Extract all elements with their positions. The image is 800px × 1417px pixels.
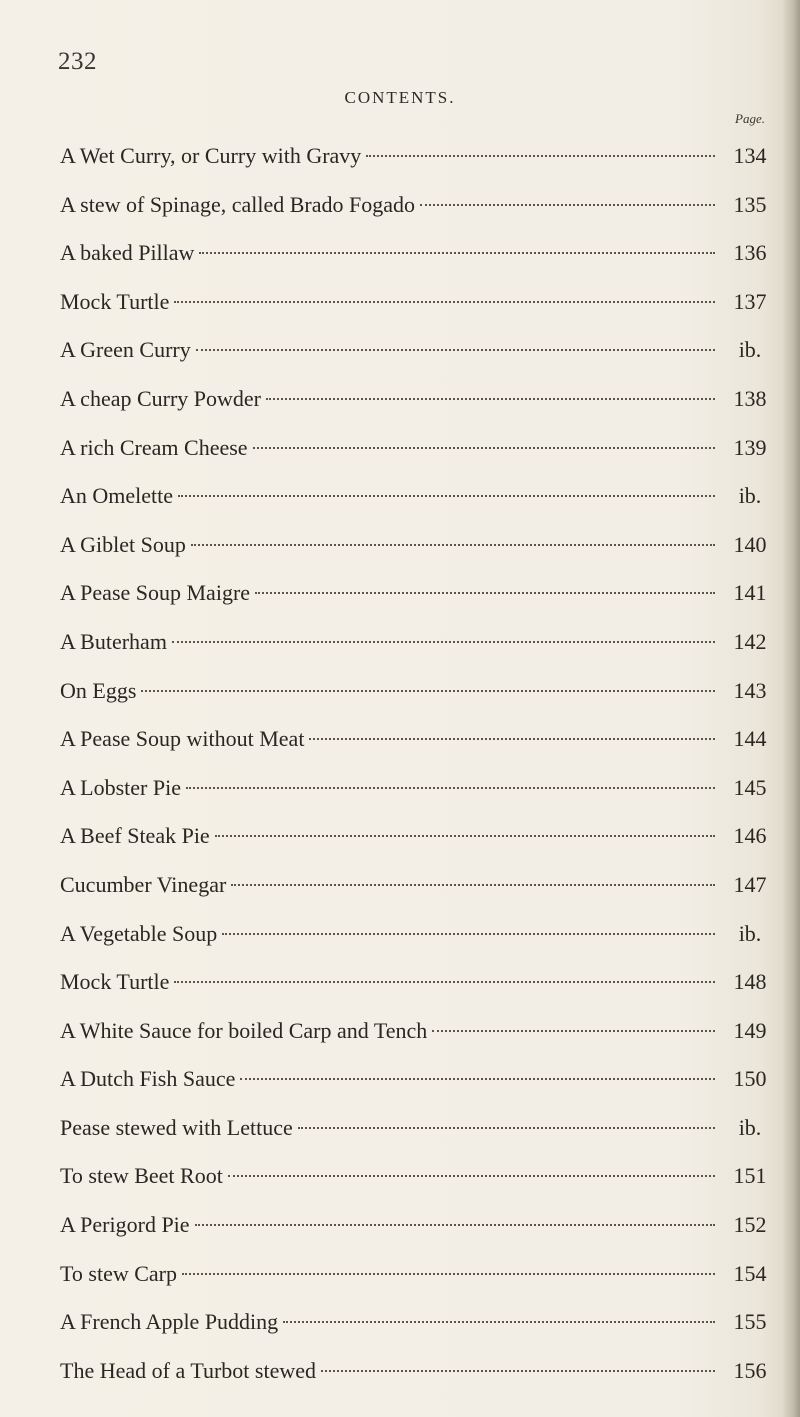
toc-entry-title: A Pease Soup Maigre bbox=[60, 580, 251, 606]
toc-entry-title: A Lobster Pie bbox=[60, 774, 181, 800]
toc-entry bbox=[60, 1104, 780, 1153]
toc-entry bbox=[60, 229, 780, 278]
table-of-contents bbox=[60, 132, 780, 1395]
toc-entry-title: The Head of a Turbot stewed bbox=[60, 1357, 317, 1383]
toc-entry-page: 146 bbox=[733, 823, 767, 849]
toc-entry-title: To stew Carp bbox=[60, 1260, 177, 1286]
toc-entry bbox=[60, 1347, 780, 1396]
dot-leader bbox=[321, 1370, 715, 1372]
toc-entry-page: 151 bbox=[733, 1163, 767, 1189]
toc-entry-title: A Perigord Pie bbox=[60, 1212, 190, 1238]
toc-entry bbox=[60, 812, 780, 861]
toc-entry-page: 134 bbox=[733, 143, 767, 168]
toc-entry-title: A Dutch Fish Sauce bbox=[60, 1066, 236, 1092]
dot-leader bbox=[174, 981, 715, 983]
toc-entry-page: 142 bbox=[733, 628, 767, 654]
toc-entry bbox=[60, 764, 780, 813]
toc-entry bbox=[60, 1007, 780, 1056]
dot-leader bbox=[228, 1175, 715, 1177]
dot-leader bbox=[141, 690, 715, 692]
dot-leader bbox=[253, 447, 715, 449]
toc-entry-page: 149 bbox=[733, 1017, 767, 1043]
toc-entry-page: 144 bbox=[733, 726, 767, 752]
toc-entry-title: To stew Beet Root bbox=[60, 1163, 223, 1189]
toc-entry bbox=[60, 1055, 780, 1104]
dot-leader bbox=[215, 835, 715, 837]
toc-entry-page: ib. bbox=[738, 920, 762, 946]
toc-entry-page: 135 bbox=[733, 191, 767, 217]
toc-entry-page: 141 bbox=[733, 580, 767, 606]
dot-leader bbox=[366, 155, 715, 157]
toc-entry-title: Mock Turtle bbox=[60, 969, 170, 995]
toc-entry bbox=[60, 910, 780, 959]
dot-leader bbox=[222, 933, 715, 935]
toc-entry-page: 147 bbox=[733, 871, 767, 897]
toc-entry bbox=[60, 1298, 780, 1347]
dot-leader bbox=[186, 787, 715, 789]
dot-leader bbox=[266, 398, 715, 400]
toc-entry bbox=[60, 667, 780, 716]
toc-entry-title: A Green Curry bbox=[60, 337, 191, 363]
toc-entry-title: On Eggs bbox=[60, 677, 137, 703]
toc-entry bbox=[60, 521, 780, 570]
dot-leader bbox=[196, 349, 715, 351]
toc-entry-title: A Giblet Soup bbox=[60, 531, 186, 557]
toc-entry-page: ib. bbox=[738, 483, 762, 509]
toc-entry-title: A cheap Curry Powder bbox=[60, 385, 262, 411]
toc-entry-page: 145 bbox=[733, 774, 767, 800]
dot-leader bbox=[191, 544, 715, 546]
toc-entry-page: ib. bbox=[738, 1114, 762, 1140]
toc-entry bbox=[60, 1152, 780, 1201]
toc-entry-title: A Pease Soup without Meat bbox=[60, 726, 305, 752]
toc-entry-page: 139 bbox=[733, 434, 767, 460]
toc-entry-title: Pease stewed with Lettuce bbox=[60, 1114, 293, 1140]
toc-entry-title: A Wet Curry, or Curry with Gravy bbox=[60, 143, 362, 168]
dot-leader bbox=[240, 1078, 715, 1080]
dot-leader bbox=[172, 641, 715, 643]
toc-entry bbox=[60, 1250, 780, 1299]
dot-leader bbox=[195, 1224, 715, 1226]
toc-entry-page: 152 bbox=[733, 1212, 767, 1238]
dot-leader bbox=[178, 495, 715, 497]
toc-entry bbox=[60, 715, 780, 764]
page-number: 232 bbox=[58, 48, 97, 75]
toc-entry-page: 150 bbox=[733, 1066, 767, 1092]
toc-entry-page: 156 bbox=[733, 1357, 767, 1383]
toc-entry bbox=[60, 181, 780, 230]
dot-leader bbox=[283, 1321, 715, 1323]
page-column-label: Page. bbox=[735, 111, 765, 126]
dot-leader bbox=[231, 884, 715, 886]
running-head: CONTENTS. bbox=[344, 88, 456, 107]
toc-entry-page: 140 bbox=[733, 531, 767, 557]
toc-entry-page: 155 bbox=[733, 1309, 767, 1335]
dot-leader bbox=[199, 252, 715, 254]
toc-entry-page: 138 bbox=[733, 385, 767, 411]
toc-entry bbox=[60, 958, 780, 1007]
toc-entry-title: An Omelette bbox=[60, 483, 174, 509]
toc-entry bbox=[60, 278, 780, 327]
toc-entry-page: 137 bbox=[733, 288, 767, 314]
dot-leader bbox=[182, 1273, 715, 1275]
toc-entry-title: A rich Cream Cheese bbox=[60, 434, 248, 460]
toc-entry-page: 148 bbox=[733, 969, 767, 995]
dot-leader bbox=[298, 1127, 715, 1129]
dot-leader bbox=[432, 1030, 715, 1032]
toc-entry bbox=[60, 1201, 780, 1250]
toc-entry-page: ib. bbox=[738, 337, 762, 363]
toc-entry bbox=[60, 326, 780, 375]
toc-entry-page: 136 bbox=[733, 240, 767, 266]
toc-entry-title: A French Apple Pudding bbox=[60, 1309, 279, 1335]
toc-entry bbox=[60, 861, 780, 910]
toc-entry-page: 143 bbox=[733, 677, 767, 703]
toc-entry-title: A baked Pillaw bbox=[60, 240, 195, 266]
toc-entry bbox=[60, 472, 780, 521]
toc-entry-title: Cucumber Vinegar bbox=[60, 871, 227, 897]
dot-leader bbox=[309, 738, 715, 740]
toc-entry-title: A Buterham bbox=[60, 628, 167, 654]
dot-leader bbox=[420, 204, 715, 206]
toc-entry-title: A White Sauce for boiled Carp and Tench bbox=[60, 1017, 428, 1043]
dot-leader bbox=[255, 592, 715, 594]
toc-entry-page: 154 bbox=[733, 1260, 767, 1286]
page-edge-shadow bbox=[782, 0, 800, 1417]
toc-entry bbox=[60, 375, 780, 424]
toc-entry bbox=[60, 132, 780, 181]
toc-entry-title: Mock Turtle bbox=[60, 288, 170, 314]
toc-entry bbox=[60, 569, 780, 618]
toc-entry-title: A Vegetable Soup bbox=[60, 920, 218, 946]
toc-entry-title: A stew of Spinage, called Brado Fogado bbox=[60, 191, 415, 217]
toc-entry bbox=[60, 618, 780, 667]
toc-entry bbox=[60, 424, 780, 473]
toc-entry-title: A Beef Steak Pie bbox=[60, 823, 210, 849]
dot-leader bbox=[174, 301, 715, 303]
